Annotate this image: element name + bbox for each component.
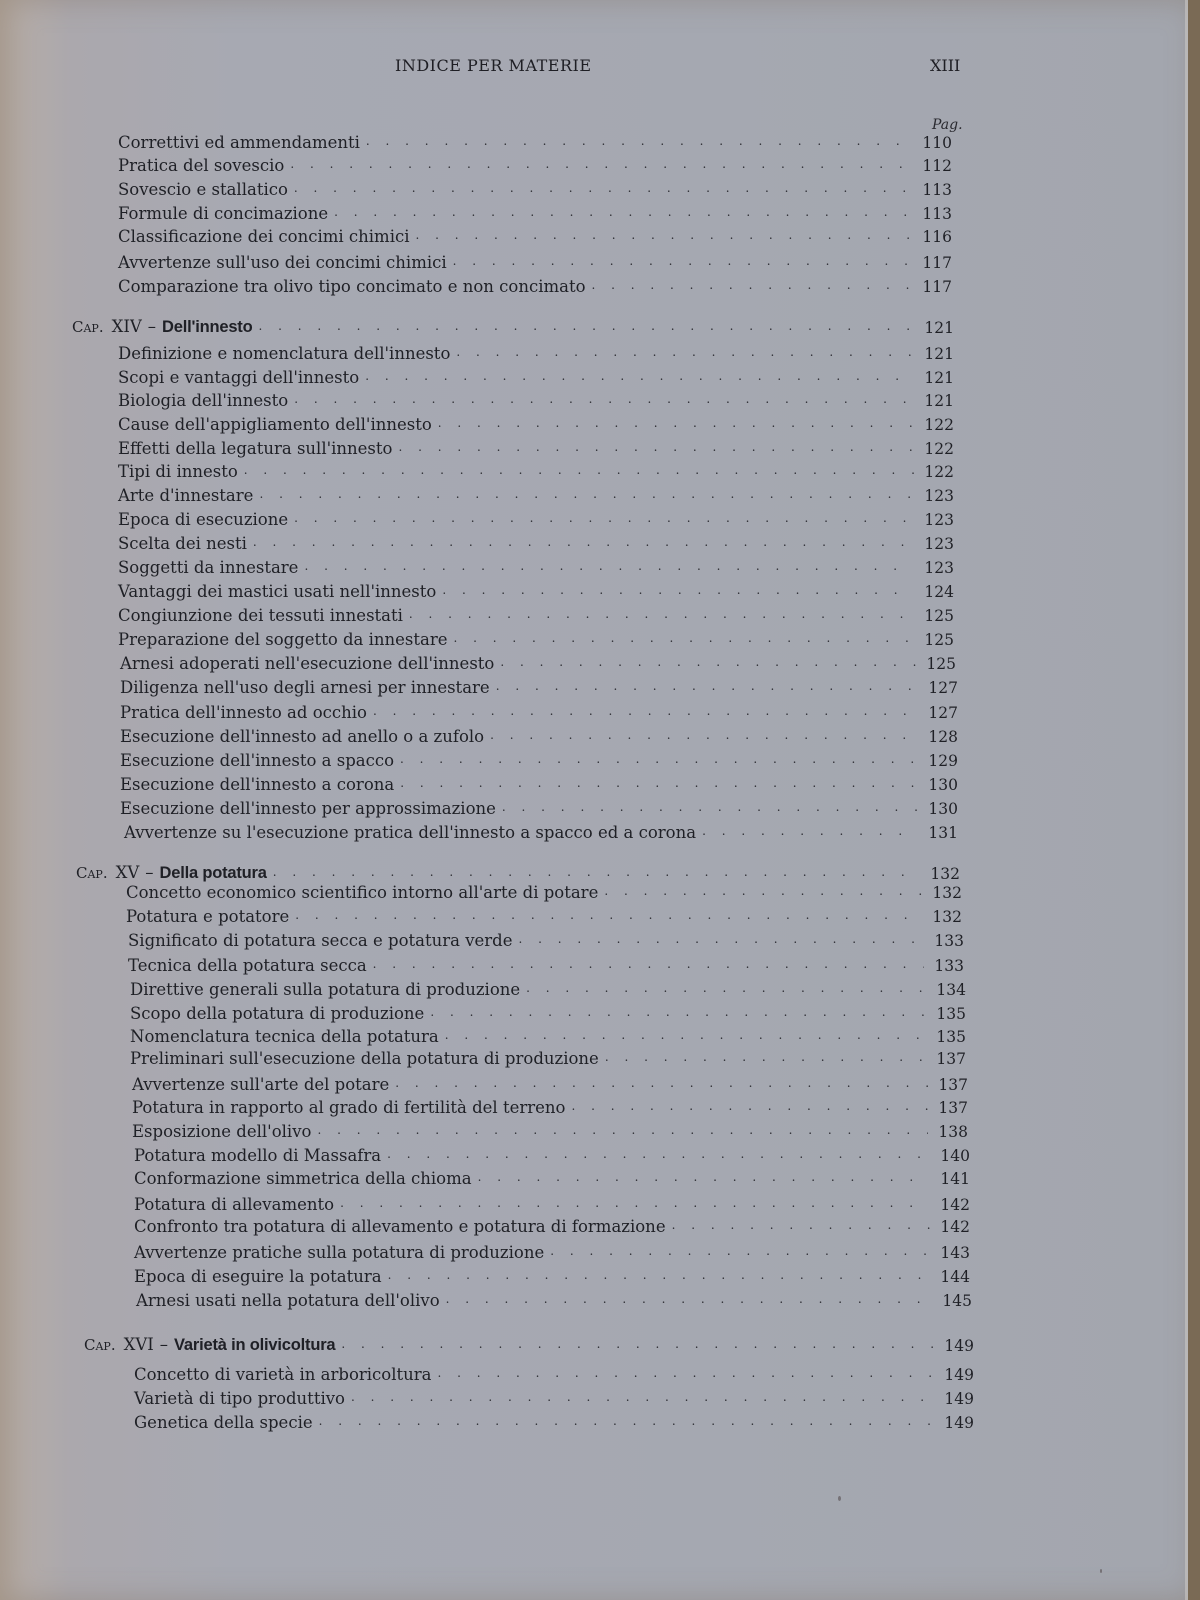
toc-entry: Concetto di varietà in arboricoltura . . . 149 <box>134 1362 974 1384</box>
chapter-number: XVI <box>123 1335 154 1354</box>
leader-dots <box>341 1336 934 1355</box>
toc-entry: Pratica del sovescio . . . 112 <box>118 153 952 175</box>
toc-entry: Avvertenze sull'arte del potare . . . 137 <box>132 1072 968 1094</box>
toc-entry: Genetica della specie . . . 149 <box>134 1410 974 1432</box>
running-title: INDICE PER MATERIE <box>395 56 592 75</box>
chapter-label: Cap. <box>72 318 104 336</box>
toc-entry: Nomenclatura tecnica della potatura . . . 135 <box>130 1024 966 1046</box>
toc-entry: Sovescio e stallatico . . . 113 <box>118 177 952 199</box>
leader-dots <box>334 204 912 223</box>
leader-dots <box>294 180 912 199</box>
toc-entry: Scopo della potatura di produzione . . . 135 <box>130 1001 966 1023</box>
toc-entry: Preparazione del soggetto da innestare . . . 125 <box>118 627 954 649</box>
chapter-number: XIV <box>111 317 142 336</box>
leader-dots <box>366 133 912 152</box>
running-head <box>0 56 1188 80</box>
toc-entry: Potatura e potatore . . . 132 <box>126 904 962 926</box>
toc-entry: Potatura in rapporto al grado di fertilità del terreno . . . 137 <box>132 1095 968 1117</box>
chapter-heading: Cap. XIV – Dell'innesto . . . 121 <box>72 315 954 337</box>
chapter-title: Della potatura <box>159 864 267 882</box>
leader-dots <box>453 253 912 272</box>
toc-entry: Biologia dell'innesto . . . 121 <box>118 388 954 410</box>
toc-entry: Correttivi ed ammendamenti . . . 110 <box>118 130 952 152</box>
toc-entry: Esecuzione dell'innesto per approssimazione . . . 130 <box>120 796 958 818</box>
toc-entry: Definizione e nomenclatura dell'innesto . . . 121 <box>118 341 954 363</box>
toc-entry: Conformazione simmetrica della chioma . . . 141 <box>134 1166 970 1188</box>
toc-entry: Esposizione dell'olivo . . . 138 <box>132 1119 968 1141</box>
chapter-heading: Cap. XVI – Varietà in olivicoltura . . . 149 <box>84 1333 974 1355</box>
page-folio: XIII <box>930 56 961 75</box>
toc-entry: Classificazione dei concimi chimici . . . 116 <box>118 224 952 246</box>
chapter-title: Dell'innesto <box>162 318 253 336</box>
paper-speck <box>1100 1569 1102 1573</box>
toc-entry: Esecuzione dell'innesto a spacco . . . 129 <box>120 748 958 770</box>
toc-entry: Potatura di allevamento . . . 142 <box>134 1192 970 1214</box>
toc-entry: Direttive generali sulla potatura di produzione . . . 134 <box>130 977 966 999</box>
toc-entry: Soggetti da innestare . . . 123 <box>118 555 954 577</box>
toc-entry: Avvertenze sull'uso dei concimi chimici . . . 117 <box>118 250 952 272</box>
toc-entry: Vantaggi dei mastici usati nell'innesto . . . 124 <box>118 579 954 601</box>
toc-entry: Scopi e vantaggi dell'innesto . . . 121 <box>118 365 954 387</box>
toc-entry: Concetto economico scientifico intorno all'arte di potare . . . 132 <box>126 880 962 902</box>
toc-entry: Cause dell'appigliamento dell'innesto . . . 122 <box>118 412 954 434</box>
toc-entry: Avvertenze pratiche sulla potatura di produzione . . . 143 <box>134 1240 970 1262</box>
toc-entry: Varietà di tipo produttivo . . . 149 <box>134 1386 974 1408</box>
toc-entry: Potatura modello di Massafra . . . 140 <box>134 1143 970 1165</box>
toc-entry: Confronto tra potatura di allevamento e potatura di formazione . . . 142 <box>134 1214 970 1236</box>
toc-entry: Pratica dell'innesto ad occhio . . . 127 <box>120 700 958 722</box>
toc-entry: Avvertenze su l'esecuzione pratica dell'innesto a spacco ed a corona . . . 131 <box>124 820 958 842</box>
toc-entry: Effetti della legatura sull'innesto . . . 122 <box>118 436 954 458</box>
chapter-heading: Cap. XV – Della potatura . . . 132 <box>76 861 960 883</box>
chapter-label: Cap. <box>76 864 108 882</box>
toc-entry: Congiunzione dei tessuti innestati . . . 125 <box>118 603 954 625</box>
leader-dots <box>592 277 912 296</box>
toc-entry: Comparazione tra olivo tipo concimato e non concimato . . . 117 <box>118 274 952 296</box>
toc-entry: Preliminari sull'esecuzione della potatura di produzione . . . 137 <box>130 1046 966 1068</box>
toc-entry: Significato di potatura secca e potatura verde . . . 133 <box>128 928 964 950</box>
toc-entry: Diligenza nell'uso degli arnesi per innestare . . . 127 <box>120 675 958 697</box>
toc-entry: Esecuzione dell'innesto a corona . . . 130 <box>120 772 958 794</box>
toc-entry: Formule di concimazione . . . 113 <box>118 201 952 223</box>
toc-entry: Tecnica della potatura secca . . . 133 <box>128 953 964 975</box>
pag-column-label: Pag. <box>932 117 963 133</box>
leader-dots <box>258 318 914 337</box>
leader-dots <box>290 156 912 175</box>
leader-dots <box>416 227 913 246</box>
toc-entry: Arnesi adoperati nell'esecuzione dell'innesto . . . 125 <box>120 651 956 673</box>
toc-entry: Arte d'innestare . . . 123 <box>118 483 954 505</box>
toc-entry: Scelta dei nesti . . . 123 <box>118 531 954 553</box>
toc-entry: Tipi di innesto . . . 122 <box>118 459 954 481</box>
toc-entry: Epoca di eseguire la potatura . . . 144 <box>134 1264 970 1286</box>
paper-speck <box>838 1496 841 1501</box>
chapter-label: Cap. <box>84 1336 116 1354</box>
toc-entry: Arnesi usati nella potatura dell'olivo . . . 145 <box>136 1288 972 1310</box>
toc-entry: Epoca di esecuzione . . . 123 <box>118 507 954 529</box>
chapter-title: Varietà in olivicoltura <box>174 1336 336 1354</box>
toc-entry: Esecuzione dell'innesto ad anello o a zufolo . . . 128 <box>120 724 958 746</box>
chapter-number: XV <box>115 863 140 882</box>
